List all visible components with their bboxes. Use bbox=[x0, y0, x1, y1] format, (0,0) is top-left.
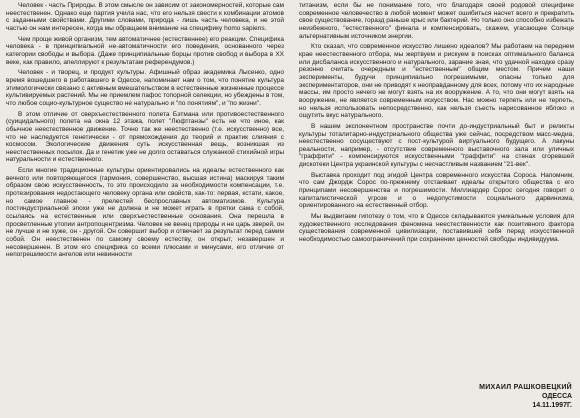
paragraph: В этом отличие от сверхъестественного полета Бэтмана или противоестественного (суицидального) полета на окна 12 этажа, полет "Люфтганзы" есть не что иное, как обычное неестественное движение. Точно так же неестественно (т.е. искусственно) все, что не наследуется генетически - от прямохождения до теорий и практик слияния с космосом. Экологические движения суть искусственная вещь, возникшая из неестественных посылок. Да и генетик уже не долго оставаться служанкой стихийной игры натуральности и естественного. bbox=[6, 110, 284, 164]
left-column bbox=[2, 0, 290, 418]
signature-date: 14.11.1997Г. bbox=[532, 402, 572, 409]
signature-block bbox=[479, 383, 572, 410]
paragraph: Чем проще живой организм, тем автоматичнее (естественнее) его реакции. Специфика человека - в принципиальной не-автоматичности его поведения, основанного через категории свободы и выбора. (Даже принципиальные борцы против свобод и выбора в XX веке, как правило, апеллируют к результатам референдумов.) bbox=[6, 35, 284, 66]
paragraph: титанизм, если бы не понимание того, что благодаря своей родовой специфике современное человечество в любой момент может ошибиться насчет всего и прекратить свое существование, горазд раньше крыс или бактерий. Но только оно способно избежать неизбежного, "естественного" финала и компенсировать, скажем, угасающее Солнце альтернативным источником энергии. bbox=[299, 2, 574, 40]
author-name: МИХАИЛ РАШКОВЕЦКИЙ bbox=[479, 384, 572, 391]
signature-city: ОДЕССА bbox=[542, 393, 572, 400]
paragraph: Если многие традиционные культуры ориентировались на идеалы естественного как вечного или повторяющегося (гармония, совершенство, высшая истина) маскируя таким образом свою искусственность, то это происходило за необходимости компенсации, т.е. протезирования недостающего человеку органа или свойств, как-то: первая, кстати, какое, но самое главное - прелестей беспрославных автоматизмов. Культура постиндустриальной эпохи уже не должна и не может играть в прятки сама с собой, ссылаясь на естественные или сверхъестественные основания. Она перешла в просветленные утопии антропоцентризма. Человек не венец природы и не царь зверей, он не лучше и не хуже, он - другой. Он совершит выбор и отвечает за результат перед самим собой. Он неестественен по самому своему естеству, он открыт, незавершен и несовершенен. В этом его специфика со всеми плюсами и минусами, его отличие от непогрешимости ангелов или невинности bbox=[6, 167, 284, 259]
paragraph: Человек - часть Природы. В этом смысле он зависим от закономерностей, которые сам неестественен. Однако еще партия учила нас, что его нельзя свести к комбинации атомов с заданными свойствами. Другими словами, природа - лишь часть человека, и не этой частью он нам интересен, когда мы обращаем внимание на специфику homo sapiens. bbox=[6, 2, 284, 32]
paragraph: Кто сказал, что современное искусство лишено идеалов? Мы работаем на переднем крае неестественного отбора, мы жертвуем и рискуем в поисках оптимального баланса или дисбаланса искусственного и натурального, зарание зная, что удачной находке сразу резонно считать очередным и "естественным" общим местом. Причем наши эксперименты, будучи принципиально погрешимыми, опасны только для экспериментаторов, они не приводят к неоправданному для всех, потому что их народные массы, им просто нечего не могут взять на их вооружение. А то, что они могут взять на вооружение, не является современным искусством. Нас можно терпеть или не терпеть, но нельзя использовать непосредственно, как нельзя съесть нарисованное яблоко и ощутить вкус натурального. bbox=[299, 43, 574, 120]
paragraph: Человек - и творец, и продукт культуры. Афишный образ академика Лысенко, одно время вошедшего в работавшего в Одессе, напоминает нам о том, что понятие культура этимологически связано с активным вмешательством в естественные жизненные процессе культивируемых растений. Мы не приемлем пафос топорной селекции, но убеждены в том, что любое социо-культурное существо не натурально и "по понятиям", и "по жизни". bbox=[6, 69, 284, 107]
right-column bbox=[293, 0, 578, 418]
paragraph: В нашем экспонентном пространстве почти до-индустриальный быт и реликты культуры тоталитарно-индустриального общества уже сейчас, посредством масс-медиа, неестественно сосуществуют с пост-культурой виртуального будущего. А лакуны реальности, например, - отсутствие современного выставочного зала или уличных "граффити" - компенсируются искусственными "граффити" на стенах сгоревшей дискотеки Центра украинской культуры с несчастливым названием "21-век". bbox=[299, 122, 574, 169]
paragraph: Выставка проходит под эгидой Центра современного искусства Сороса. Напомним, что сам Джордж Сорос по-прежнему отстаивает идеалы открытого общества с его принципами несовершенства и погрешимости. Миллиардер Сорос сегодня говорит о капиталистической угрозе и о недопустимости социального дарвинизма, ориентированного на естественный отбор. bbox=[299, 171, 574, 210]
paragraph: Мы выдвигаем гипотезу о том, что в Одессе складываются уникальные условия для художественного исследования феномена неестественности как позитивного фактора существования современной цивилизации, поставившей себя перед искусственной необходимостью самоограничений при сохранении ценностей свободы индивидуума. bbox=[299, 213, 574, 244]
